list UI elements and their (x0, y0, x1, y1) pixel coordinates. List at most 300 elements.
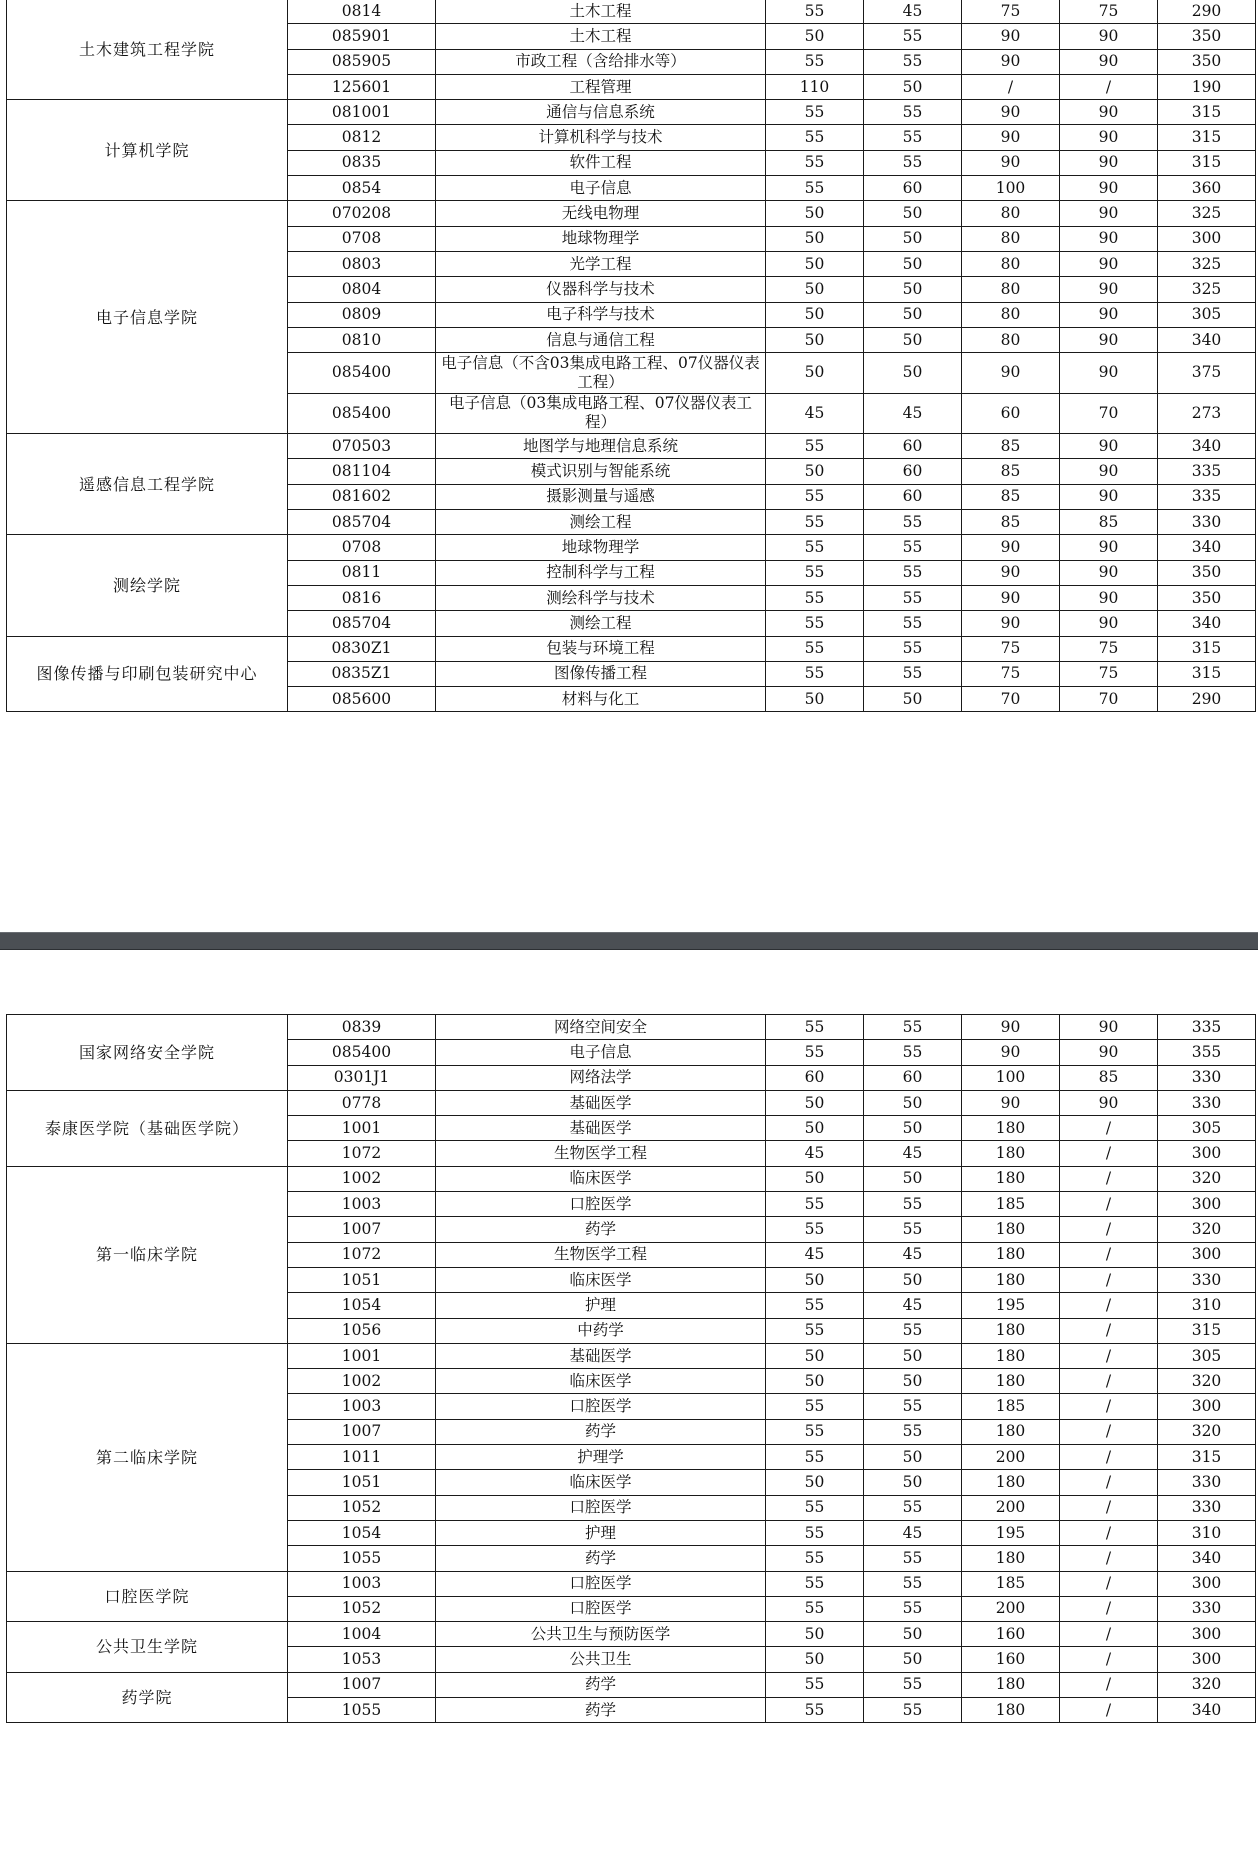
program-code-cell: 0803 (288, 251, 436, 276)
total-score-cell: 273 (1158, 393, 1256, 434)
foreign-language-score-cell: 55 (864, 661, 962, 686)
politics-score-cell: 55 (766, 1596, 864, 1621)
program-code-cell: 0835 (288, 150, 436, 175)
politics-score-cell: 55 (766, 560, 864, 585)
politics-score-cell: 55 (766, 125, 864, 150)
foreign-language-score-cell: 55 (864, 1015, 962, 1040)
score-table-body (7, 0, 1256, 712)
subject-1-score-cell: 100 (962, 1065, 1060, 1090)
score-table-part-2 (6, 1014, 1256, 1723)
program-code-cell: 081602 (288, 484, 436, 509)
major-name-cell: 口腔医学 (436, 1596, 766, 1621)
major-name-cell: 临床医学 (436, 1470, 766, 1495)
subject-2-score-cell: 90 (1060, 353, 1158, 394)
subject-1-score-cell: 180 (962, 1672, 1060, 1697)
politics-score-cell: 50 (766, 687, 864, 712)
subject-1-score-cell: 185 (962, 1192, 1060, 1217)
major-name-cell: 模式识别与智能系统 (436, 459, 766, 484)
subject-2-score-cell: 90 (1060, 459, 1158, 484)
subject-1-score-cell: 90 (962, 125, 1060, 150)
subject-2-score-cell: 75 (1060, 661, 1158, 686)
major-name-cell: 口腔医学 (436, 1495, 766, 1520)
table-row (7, 100, 1256, 125)
program-code-cell: 1052 (288, 1596, 436, 1621)
total-score-cell: 340 (1158, 434, 1256, 459)
subject-1-score-cell: 90 (962, 150, 1060, 175)
subject-2-score-cell: / (1060, 1419, 1158, 1444)
department-cell: 药学院 (7, 1672, 288, 1723)
program-code-cell: 0835Z1 (288, 661, 436, 686)
program-code-cell: 085704 (288, 611, 436, 636)
subject-2-score-cell: 90 (1060, 585, 1158, 610)
total-score-cell: 330 (1158, 1090, 1256, 1115)
major-name-cell: 电子信息 (436, 1040, 766, 1065)
subject-1-score-cell: 180 (962, 1318, 1060, 1343)
program-code-cell: 0854 (288, 176, 436, 201)
major-name-cell: 包装与环境工程 (436, 636, 766, 661)
subject-2-score-cell: 90 (1060, 434, 1158, 459)
subject-1-score-cell: 75 (962, 636, 1060, 661)
major-name-cell: 通信与信息系统 (436, 100, 766, 125)
score-table-part-1 (6, 0, 1256, 712)
total-score-cell: 350 (1158, 560, 1256, 585)
subject-2-score-cell: 70 (1060, 687, 1158, 712)
total-score-cell: 335 (1158, 1015, 1256, 1040)
subject-1-score-cell: 180 (962, 1267, 1060, 1292)
subject-1-score-cell: 80 (962, 201, 1060, 226)
subject-1-score-cell: 60 (962, 393, 1060, 434)
subject-1-score-cell: 185 (962, 1394, 1060, 1419)
foreign-language-score-cell: 55 (864, 1495, 962, 1520)
major-name-cell: 药学 (436, 1419, 766, 1444)
foreign-language-score-cell: 60 (864, 434, 962, 459)
politics-score-cell: 55 (766, 0, 864, 24)
major-name-cell: 护理学 (436, 1445, 766, 1470)
major-name-cell: 药学 (436, 1672, 766, 1697)
subject-1-score-cell: 180 (962, 1166, 1060, 1191)
total-score-cell: 305 (1158, 1116, 1256, 1141)
subject-1-score-cell: 180 (962, 1369, 1060, 1394)
program-code-cell: 085400 (288, 353, 436, 394)
major-name-cell: 口腔医学 (436, 1394, 766, 1419)
major-name-cell: 口腔医学 (436, 1192, 766, 1217)
politics-score-cell: 50 (766, 459, 864, 484)
subject-2-score-cell: 90 (1060, 302, 1158, 327)
foreign-language-score-cell: 55 (864, 1596, 962, 1621)
major-name-cell: 测绘工程 (436, 611, 766, 636)
politics-score-cell: 50 (766, 201, 864, 226)
foreign-language-score-cell: 50 (864, 226, 962, 251)
subject-1-score-cell: 160 (962, 1622, 1060, 1647)
major-name-cell: 中药学 (436, 1318, 766, 1343)
major-name-cell: 土木工程 (436, 0, 766, 24)
program-code-cell: 1011 (288, 1445, 436, 1470)
total-score-cell: 290 (1158, 687, 1256, 712)
subject-2-score-cell: / (1060, 1267, 1158, 1292)
subject-2-score-cell: 85 (1060, 1065, 1158, 1090)
politics-score-cell: 55 (766, 150, 864, 175)
subject-1-score-cell: 200 (962, 1445, 1060, 1470)
politics-score-cell: 55 (766, 1698, 864, 1723)
subject-1-score-cell: 195 (962, 1293, 1060, 1318)
subject-1-score-cell: 85 (962, 459, 1060, 484)
total-score-cell: 340 (1158, 1698, 1256, 1723)
program-code-cell: 1052 (288, 1495, 436, 1520)
total-score-cell: 315 (1158, 150, 1256, 175)
subject-1-score-cell: 90 (962, 1090, 1060, 1115)
foreign-language-score-cell: 50 (864, 1622, 962, 1647)
total-score-cell: 315 (1158, 1318, 1256, 1343)
subject-2-score-cell: 90 (1060, 560, 1158, 585)
foreign-language-score-cell: 55 (864, 24, 962, 49)
subject-1-score-cell: 80 (962, 327, 1060, 352)
politics-score-cell: 55 (766, 1520, 864, 1545)
subject-1-score-cell: 180 (962, 1698, 1060, 1723)
subject-1-score-cell: 180 (962, 1116, 1060, 1141)
major-name-cell: 工程管理 (436, 74, 766, 99)
subject-2-score-cell: / (1060, 1242, 1158, 1267)
major-name-cell: 公共卫生 (436, 1647, 766, 1672)
program-code-cell: 1004 (288, 1622, 436, 1647)
major-name-cell: 地球物理学 (436, 535, 766, 560)
foreign-language-score-cell: 55 (864, 1419, 962, 1444)
program-code-cell: 0708 (288, 226, 436, 251)
subject-2-score-cell: / (1060, 1470, 1158, 1495)
foreign-language-score-cell: 45 (864, 393, 962, 434)
foreign-language-score-cell: 55 (864, 560, 962, 585)
program-code-cell: 1007 (288, 1217, 436, 1242)
program-code-cell: 070208 (288, 201, 436, 226)
table-row (7, 1571, 1256, 1596)
total-score-cell: 315 (1158, 661, 1256, 686)
program-code-cell: 0810 (288, 327, 436, 352)
politics-score-cell: 55 (766, 1318, 864, 1343)
major-name-cell: 电子信息（不含03集成电路工程、07仪器仪表工程） (436, 353, 766, 394)
total-score-cell: 330 (1158, 1495, 1256, 1520)
subject-2-score-cell: 90 (1060, 100, 1158, 125)
major-name-cell: 口腔医学 (436, 1571, 766, 1596)
subject-2-score-cell: / (1060, 1672, 1158, 1697)
politics-score-cell: 55 (766, 1445, 864, 1470)
major-name-cell: 生物医学工程 (436, 1242, 766, 1267)
total-score-cell: 300 (1158, 1242, 1256, 1267)
foreign-language-score-cell: 55 (864, 1698, 962, 1723)
program-code-cell: 070503 (288, 434, 436, 459)
department-cell: 国家网络安全学院 (7, 1015, 288, 1091)
total-score-cell: 315 (1158, 636, 1256, 661)
foreign-language-score-cell: 60 (864, 176, 962, 201)
politics-score-cell: 55 (766, 585, 864, 610)
politics-score-cell: 55 (766, 1293, 864, 1318)
program-code-cell: 1003 (288, 1192, 436, 1217)
subject-2-score-cell: 90 (1060, 251, 1158, 276)
program-code-cell: 1007 (288, 1672, 436, 1697)
subject-2-score-cell: / (1060, 1495, 1158, 1520)
subject-2-score-cell: / (1060, 1622, 1158, 1647)
program-code-cell: 1056 (288, 1318, 436, 1343)
major-name-cell: 基础医学 (436, 1343, 766, 1368)
program-code-cell: 0301J1 (288, 1065, 436, 1090)
program-code-cell: 1007 (288, 1419, 436, 1444)
politics-score-cell: 50 (766, 1622, 864, 1647)
major-name-cell: 基础医学 (436, 1090, 766, 1115)
foreign-language-score-cell: 45 (864, 1242, 962, 1267)
subject-1-score-cell: 80 (962, 226, 1060, 251)
subject-1-score-cell: 75 (962, 661, 1060, 686)
subject-1-score-cell: 200 (962, 1495, 1060, 1520)
total-score-cell: 300 (1158, 1192, 1256, 1217)
subject-2-score-cell: 90 (1060, 327, 1158, 352)
program-code-cell: 0839 (288, 1015, 436, 1040)
major-name-cell: 药学 (436, 1698, 766, 1723)
subject-1-score-cell: 75 (962, 0, 1060, 24)
program-code-cell: 085400 (288, 1040, 436, 1065)
subject-1-score-cell: 185 (962, 1571, 1060, 1596)
foreign-language-score-cell: 55 (864, 636, 962, 661)
program-code-cell: 0816 (288, 585, 436, 610)
table-row (7, 1015, 1256, 1040)
total-score-cell: 320 (1158, 1217, 1256, 1242)
program-code-cell: 085400 (288, 393, 436, 434)
major-name-cell: 仪器科学与技术 (436, 277, 766, 302)
subject-2-score-cell: / (1060, 1394, 1158, 1419)
program-code-cell: 0812 (288, 125, 436, 150)
program-code-cell: 0804 (288, 277, 436, 302)
total-score-cell: 315 (1158, 1445, 1256, 1470)
department-cell: 第二临床学院 (7, 1343, 288, 1571)
subject-1-score-cell: 85 (962, 434, 1060, 459)
subject-2-score-cell: 70 (1060, 393, 1158, 434)
subject-1-score-cell: 90 (962, 100, 1060, 125)
total-score-cell: 330 (1158, 1267, 1256, 1292)
department-cell: 公共卫生学院 (7, 1622, 288, 1673)
subject-2-score-cell: / (1060, 1520, 1158, 1545)
subject-2-score-cell: / (1060, 74, 1158, 99)
politics-score-cell: 55 (766, 1571, 864, 1596)
major-name-cell: 护理 (436, 1293, 766, 1318)
foreign-language-score-cell: 55 (864, 535, 962, 560)
subject-2-score-cell: / (1060, 1141, 1158, 1166)
subject-2-score-cell: 75 (1060, 636, 1158, 661)
foreign-language-score-cell: 55 (864, 585, 962, 610)
foreign-language-score-cell: 50 (864, 1369, 962, 1394)
subject-1-score-cell: 160 (962, 1647, 1060, 1672)
politics-score-cell: 50 (766, 1369, 864, 1394)
subject-2-score-cell: / (1060, 1166, 1158, 1191)
foreign-language-score-cell: 55 (864, 1192, 962, 1217)
program-code-cell: 1001 (288, 1343, 436, 1368)
total-score-cell: 340 (1158, 1546, 1256, 1571)
foreign-language-score-cell: 60 (864, 484, 962, 509)
subject-2-score-cell: 75 (1060, 0, 1158, 24)
subject-1-score-cell: 90 (962, 560, 1060, 585)
politics-score-cell: 55 (766, 611, 864, 636)
subject-2-score-cell: / (1060, 1116, 1158, 1141)
department-cell: 电子信息学院 (7, 201, 288, 434)
program-code-cell: 1002 (288, 1166, 436, 1191)
subject-2-score-cell: 90 (1060, 484, 1158, 509)
subject-2-score-cell: / (1060, 1343, 1158, 1368)
foreign-language-score-cell: 45 (864, 0, 962, 24)
politics-score-cell: 55 (766, 434, 864, 459)
foreign-language-score-cell: 55 (864, 1217, 962, 1242)
major-name-cell: 临床医学 (436, 1166, 766, 1191)
politics-score-cell: 50 (766, 1090, 864, 1115)
politics-score-cell: 55 (766, 1672, 864, 1697)
politics-score-cell: 55 (766, 1217, 864, 1242)
department-cell: 土木建筑工程学院 (7, 0, 288, 100)
politics-score-cell: 50 (766, 24, 864, 49)
subject-2-score-cell: / (1060, 1293, 1158, 1318)
foreign-language-score-cell: 50 (864, 1470, 962, 1495)
total-score-cell: 300 (1158, 1141, 1256, 1166)
subject-1-score-cell: 90 (962, 585, 1060, 610)
politics-score-cell: 55 (766, 1546, 864, 1571)
program-code-cell: 1053 (288, 1647, 436, 1672)
program-code-cell: 1003 (288, 1571, 436, 1596)
foreign-language-score-cell: 50 (864, 1445, 962, 1470)
subject-2-score-cell: / (1060, 1369, 1158, 1394)
subject-2-score-cell: / (1060, 1546, 1158, 1571)
department-cell: 口腔医学院 (7, 1571, 288, 1622)
major-name-cell: 网络法学 (436, 1065, 766, 1090)
subject-1-score-cell: 90 (962, 49, 1060, 74)
politics-score-cell: 55 (766, 1419, 864, 1444)
subject-1-score-cell: 90 (962, 1040, 1060, 1065)
program-code-cell: 085905 (288, 49, 436, 74)
major-name-cell: 图像传播工程 (436, 661, 766, 686)
total-score-cell: 350 (1158, 49, 1256, 74)
total-score-cell: 300 (1158, 226, 1256, 251)
program-code-cell: 1072 (288, 1141, 436, 1166)
foreign-language-score-cell: 50 (864, 1090, 962, 1115)
subject-1-score-cell: 70 (962, 687, 1060, 712)
politics-score-cell: 55 (766, 1394, 864, 1419)
subject-2-score-cell: 90 (1060, 201, 1158, 226)
subject-1-score-cell: / (962, 74, 1060, 99)
foreign-language-score-cell: 50 (864, 327, 962, 352)
program-code-cell: 1055 (288, 1698, 436, 1723)
politics-score-cell: 50 (766, 1647, 864, 1672)
total-score-cell: 310 (1158, 1293, 1256, 1318)
total-score-cell: 320 (1158, 1369, 1256, 1394)
total-score-cell: 350 (1158, 24, 1256, 49)
total-score-cell: 330 (1158, 1596, 1256, 1621)
foreign-language-score-cell: 60 (864, 1065, 962, 1090)
program-code-cell: 085901 (288, 24, 436, 49)
subject-2-score-cell: / (1060, 1647, 1158, 1672)
politics-score-cell: 55 (766, 510, 864, 535)
politics-score-cell: 50 (766, 302, 864, 327)
total-score-cell: 325 (1158, 201, 1256, 226)
program-code-cell: 1072 (288, 1242, 436, 1267)
subject-2-score-cell: 90 (1060, 611, 1158, 636)
program-code-cell: 081104 (288, 459, 436, 484)
department-cell: 测绘学院 (7, 535, 288, 636)
foreign-language-score-cell: 50 (864, 302, 962, 327)
page-divider (0, 932, 1258, 950)
major-name-cell: 药学 (436, 1546, 766, 1571)
program-code-cell: 1051 (288, 1267, 436, 1292)
major-name-cell: 电子科学与技术 (436, 302, 766, 327)
major-name-cell: 生物医学工程 (436, 1141, 766, 1166)
subject-2-score-cell: 90 (1060, 176, 1158, 201)
program-code-cell: 0811 (288, 560, 436, 585)
politics-score-cell: 55 (766, 100, 864, 125)
politics-score-cell: 55 (766, 535, 864, 560)
foreign-language-score-cell: 50 (864, 1343, 962, 1368)
table-row (7, 636, 1256, 661)
politics-score-cell: 50 (766, 1116, 864, 1141)
subject-2-score-cell: 90 (1060, 226, 1158, 251)
major-name-cell: 计算机科学与技术 (436, 125, 766, 150)
politics-score-cell: 55 (766, 1040, 864, 1065)
major-name-cell: 土木工程 (436, 24, 766, 49)
subject-2-score-cell: 90 (1060, 1015, 1158, 1040)
subject-1-score-cell: 80 (962, 251, 1060, 276)
program-code-cell: 0809 (288, 302, 436, 327)
foreign-language-score-cell: 55 (864, 1546, 962, 1571)
major-name-cell: 测绘工程 (436, 510, 766, 535)
total-score-cell: 320 (1158, 1672, 1256, 1697)
total-score-cell: 330 (1158, 1065, 1256, 1090)
subject-2-score-cell: 90 (1060, 535, 1158, 560)
subject-1-score-cell: 180 (962, 1217, 1060, 1242)
subject-2-score-cell: 90 (1060, 24, 1158, 49)
major-name-cell: 材料与化工 (436, 687, 766, 712)
program-code-cell: 0778 (288, 1090, 436, 1115)
foreign-language-score-cell: 55 (864, 49, 962, 74)
program-code-cell: 125601 (288, 74, 436, 99)
total-score-cell: 375 (1158, 353, 1256, 394)
department-cell: 计算机学院 (7, 100, 288, 201)
department-cell: 图像传播与印刷包装研究中心 (7, 636, 288, 712)
politics-score-cell: 50 (766, 277, 864, 302)
program-code-cell: 1001 (288, 1116, 436, 1141)
major-name-cell: 网络空间安全 (436, 1015, 766, 1040)
total-score-cell: 325 (1158, 251, 1256, 276)
major-name-cell: 电子信息 (436, 176, 766, 201)
subject-1-score-cell: 90 (962, 535, 1060, 560)
foreign-language-score-cell: 45 (864, 1520, 962, 1545)
total-score-cell: 355 (1158, 1040, 1256, 1065)
foreign-language-score-cell: 50 (864, 201, 962, 226)
major-name-cell: 公共卫生与预防医学 (436, 1622, 766, 1647)
major-name-cell: 摄影测量与遥感 (436, 484, 766, 509)
total-score-cell: 300 (1158, 1571, 1256, 1596)
major-name-cell: 市政工程（含给排水等） (436, 49, 766, 74)
table-row (7, 535, 1256, 560)
table-row (7, 1622, 1256, 1647)
politics-score-cell: 50 (766, 1267, 864, 1292)
politics-score-cell: 60 (766, 1065, 864, 1090)
total-score-cell: 300 (1158, 1647, 1256, 1672)
program-code-cell: 0708 (288, 535, 436, 560)
subject-2-score-cell: 90 (1060, 125, 1158, 150)
foreign-language-score-cell: 55 (864, 510, 962, 535)
subject-2-score-cell: / (1060, 1698, 1158, 1723)
program-code-cell: 1002 (288, 1369, 436, 1394)
total-score-cell: 190 (1158, 74, 1256, 99)
foreign-language-score-cell: 50 (864, 353, 962, 394)
subject-1-score-cell: 180 (962, 1546, 1060, 1571)
department-cell: 泰康医学院（基础医学院） (7, 1090, 288, 1166)
program-code-cell: 0830Z1 (288, 636, 436, 661)
major-name-cell: 临床医学 (436, 1369, 766, 1394)
table-row (7, 1166, 1256, 1191)
subject-1-score-cell: 80 (962, 302, 1060, 327)
subject-1-score-cell: 180 (962, 1343, 1060, 1368)
